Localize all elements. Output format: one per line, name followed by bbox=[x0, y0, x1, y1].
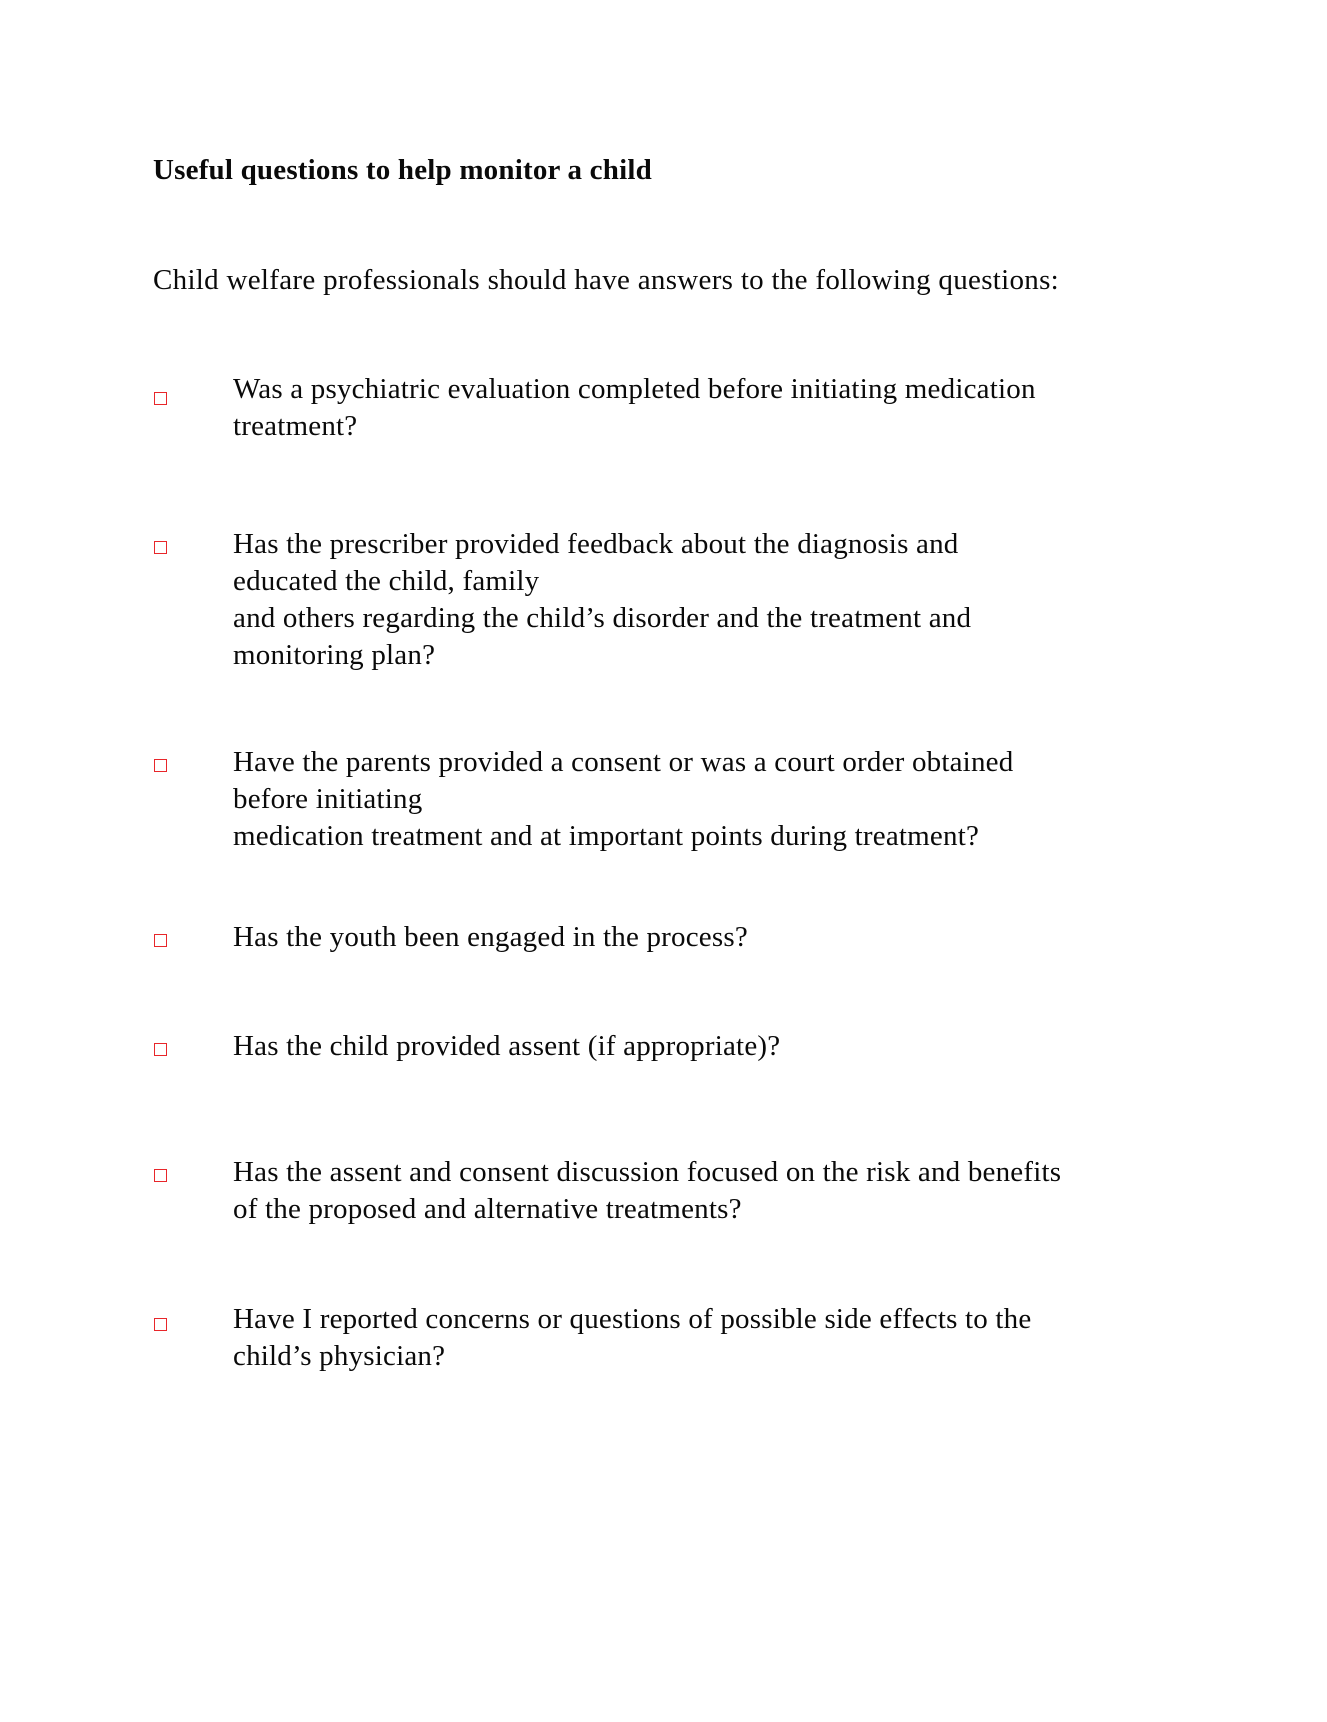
checklist-item-text bbox=[233, 1028, 1233, 1065]
checkbox-icon[interactable] bbox=[154, 759, 167, 772]
item-line: Has the child provided assent (if appropriate)? bbox=[233, 1030, 781, 1062]
item-line: before initiating bbox=[233, 783, 423, 815]
checklist-item-text bbox=[233, 1301, 1233, 1375]
checklist-item-text bbox=[233, 744, 1233, 855]
item-line: and others regarding the child’s disorder and the treatment and bbox=[233, 602, 972, 634]
item-line: child’s physician? bbox=[233, 1340, 446, 1372]
checkbox-icon[interactable] bbox=[154, 541, 167, 554]
item-line: treatment? bbox=[233, 410, 358, 442]
item-line: Has the youth been engaged in the process? bbox=[233, 921, 748, 953]
checklist-item-text bbox=[233, 919, 1233, 956]
item-line: of the proposed and alternative treatments? bbox=[233, 1193, 742, 1225]
document-title: Useful questions to help monitor a child bbox=[153, 154, 652, 186]
item-line: medication treatment and at important points during treatment? bbox=[233, 820, 980, 852]
item-line: Was a psychiatric evaluation completed before initiating medication bbox=[233, 373, 1036, 405]
item-line: educated the child, family bbox=[233, 565, 540, 597]
checkbox-icon[interactable] bbox=[154, 1169, 167, 1182]
checklist-item-text bbox=[233, 1154, 1233, 1228]
checkbox-icon[interactable] bbox=[154, 392, 167, 405]
checkbox-icon[interactable] bbox=[154, 934, 167, 947]
item-line: Have I reported concerns or questions of possible side effects to the bbox=[233, 1303, 1032, 1335]
item-line: Have the parents provided a consent or was a court order obtained bbox=[233, 746, 1014, 778]
intro-paragraph: Child welfare professionals should have answers to the following questions: bbox=[153, 264, 1060, 296]
item-line: monitoring plan? bbox=[233, 639, 436, 671]
item-line: Has the assent and consent discussion focused on the risk and benefits bbox=[233, 1156, 1062, 1188]
item-line: Has the prescriber provided feedback about the diagnosis and bbox=[233, 528, 959, 560]
checkbox-icon[interactable] bbox=[154, 1318, 167, 1331]
checklist-item-text bbox=[233, 526, 1233, 674]
checklist-item-text bbox=[233, 371, 1233, 445]
checkbox-icon[interactable] bbox=[154, 1043, 167, 1056]
